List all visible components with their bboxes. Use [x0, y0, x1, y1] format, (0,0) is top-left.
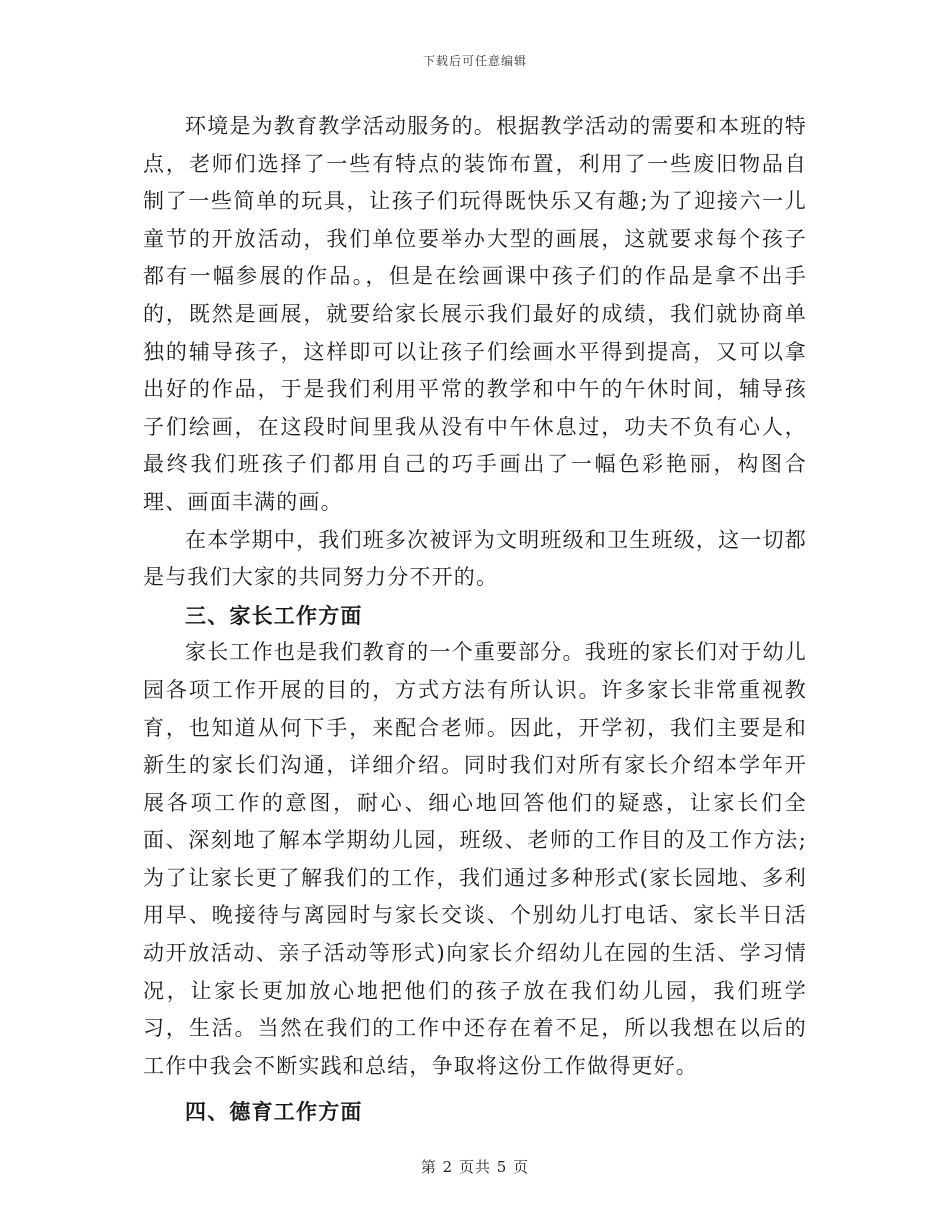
page-header: 下载后可任意编辑 — [422, 54, 527, 68]
section-heading-moral-education: 四、德育工作方面 — [185, 1099, 363, 1125]
section-heading-parent-work: 三、家长工作方面 — [185, 602, 363, 628]
document-body — [143, 108, 807, 1131]
body-paragraph-parent-work: 家长工作也是我们教育的一个重要部分。我班的家长们对于幼儿园各项工作开展的目的，方式方法有所认识。许多家长非常重视教育，也知道从何下手，来配合老师。因此，开学初，我们主要是和新生的家长们沟通，详细介绍。同时我们对所有家长介绍本学年开展各项工作的意图，耐心、细心地回答他们的疑惑，让家长们全面、深刻地了解本学期幼儿园，班级、老师的工作目的及工作方法;为了让家长更了解我们的工作，我们通过多种形式(家长园地、多利用早、晚接待与离园时与家长交谈、个别幼儿打电话、家长半日活动开放活动、亲子活动等形式)向家长介绍幼儿在园的生活、学习情况，让家长更加放心地把他们的孩子放在我们幼儿园，我们班学习，生活。当然在我们的工作中还存在着不足，所以我想在以后的工作中我会不断实践和总结，争取将这份工作做得更好。 — [143, 640, 807, 1078]
body-paragraph-honors: 在本学期中，我们班多次被评为文明班级和卫生班级，这一切都是与我们大家的共同努力分不开的。 — [143, 527, 807, 590]
body-paragraph-environment: 环境是为教育教学活动服务的。根据教学活动的需要和本班的特点，老师们选择了一些有特点的装饰布置，利用了一些废旧物品自制了一些简单的玩具，让孩子们玩得既快乐又有趣;为了迎接六一儿童节的开放活动，我们单位要举办大型的画展，这就要求每个孩子都有一幅参展的作品。，但是在绘画课中孩子们的作品是拿不出手的，既然是画展，就要给家长展示我们最好的成绩，我们就协商单独的辅导孩子，这样即可以让孩子们绘画水平得到提高，又可以拿出好的作品，于是我们利用平常的教学和中午的午休时间，辅导孩子们绘画，在这段时间里我从没有中午休息过，功夫不负有心人，最终我们班孩子们都用自己的巧手画出了一幅色彩艳丽，构图合理、画面丰满的画。 — [143, 114, 807, 514]
page-footer: 第 2 页共 5 页 — [420, 1158, 530, 1176]
